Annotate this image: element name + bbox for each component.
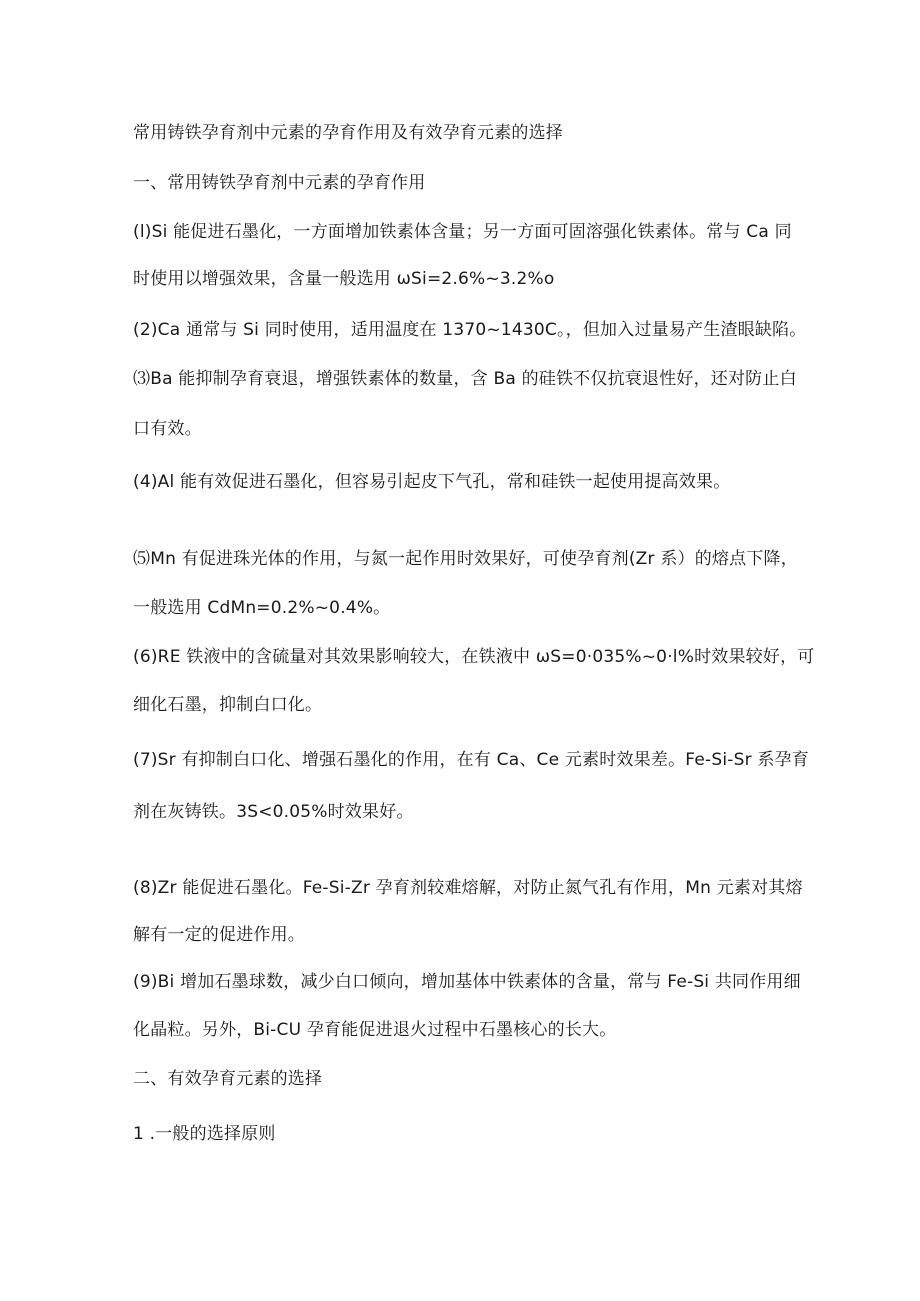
- paragraph-si-line-2: 时使用以增强效果，含量一般选用 ωSi=2.6%~3.2%o: [133, 269, 555, 289]
- subsection-heading-1: 1 .一般的选择原则: [133, 1124, 276, 1144]
- paragraph-zr-line-1: (8)Zr 能促进石墨化。Fe-Si-Zr 孕育剂较难熔解，对防止氮气孔有作用，Mn 元素对其熔: [133, 878, 803, 898]
- paragraph-bi-line-2: 化晶粒。另外，Bi-CU 孕育能促进退火过程中石墨核心的长大。: [133, 1020, 617, 1040]
- paragraph-sr-line-1: (7)Sr 有抑制白口化、增强石墨化的作用，在有 Ca、Ce 元素时效果差。Fe-Si-Sr 系孕育: [133, 750, 809, 770]
- paragraph-mn-line-1: ⑸Mn 有促进珠光体的作用，与氮一起作用时效果好，可使孕育剂(Zr 系）的熔点下降，: [133, 549, 798, 569]
- paragraph-ba-line-2: 口有效。: [133, 419, 202, 439]
- paragraph-ca-line-1: (2)Ca 通常与 Si 同时使用，适用温度在 1370~1430C。，但加入过量易产生渣眼缺陷。: [133, 320, 807, 340]
- section-heading-2: 二、有效孕育元素的选择: [133, 1069, 323, 1089]
- paragraph-zr-line-2: 解有一定的促进作用。: [133, 925, 305, 945]
- paragraph-bi-line-1: (9)Bi 增加石墨球数，减少白口倾向，增加基体中铁素体的含量，常与 Fe-Si 共同作用细: [133, 972, 801, 992]
- section-heading-1: 一、常用铸铁孕育剂中元素的孕育作用: [133, 173, 426, 193]
- paragraph-al-line-1: (4)Al 能有效促进石墨化，但容易引起皮下气孔，常和硅铁一起使用提高效果。: [133, 472, 731, 492]
- paragraph-mn-line-2: 一般选用 CdMn=0.2%~0.4%。: [133, 598, 391, 618]
- paragraph-re-line-1: (6)RE 铁液中的含硫量对其效果影响较大，在铁液中 ωS=0·035%~0·l%时效果较好，可: [133, 647, 815, 667]
- paragraph-sr-line-2: 剂在灰铸铁。3S<0.05%时效果好。: [133, 802, 414, 822]
- paragraph-si-line-1: (l)Si 能促进石墨化，一方面增加铁素体含量；另一方面可固溶强化铁素体。常与 Ca 同: [133, 222, 792, 242]
- paragraph-ba-line-1: ⑶Ba 能抑制孕育衰退，增强铁素体的数量，含 Ba 的硅铁不仅抗衰退性好，还对防止白: [133, 369, 797, 389]
- paragraph-re-line-2: 细化石墨，抑制白口化。: [133, 695, 323, 715]
- document-title: 常用铸铁孕育剂中元素的孕育作用及有效孕育元素的选择: [133, 123, 563, 143]
